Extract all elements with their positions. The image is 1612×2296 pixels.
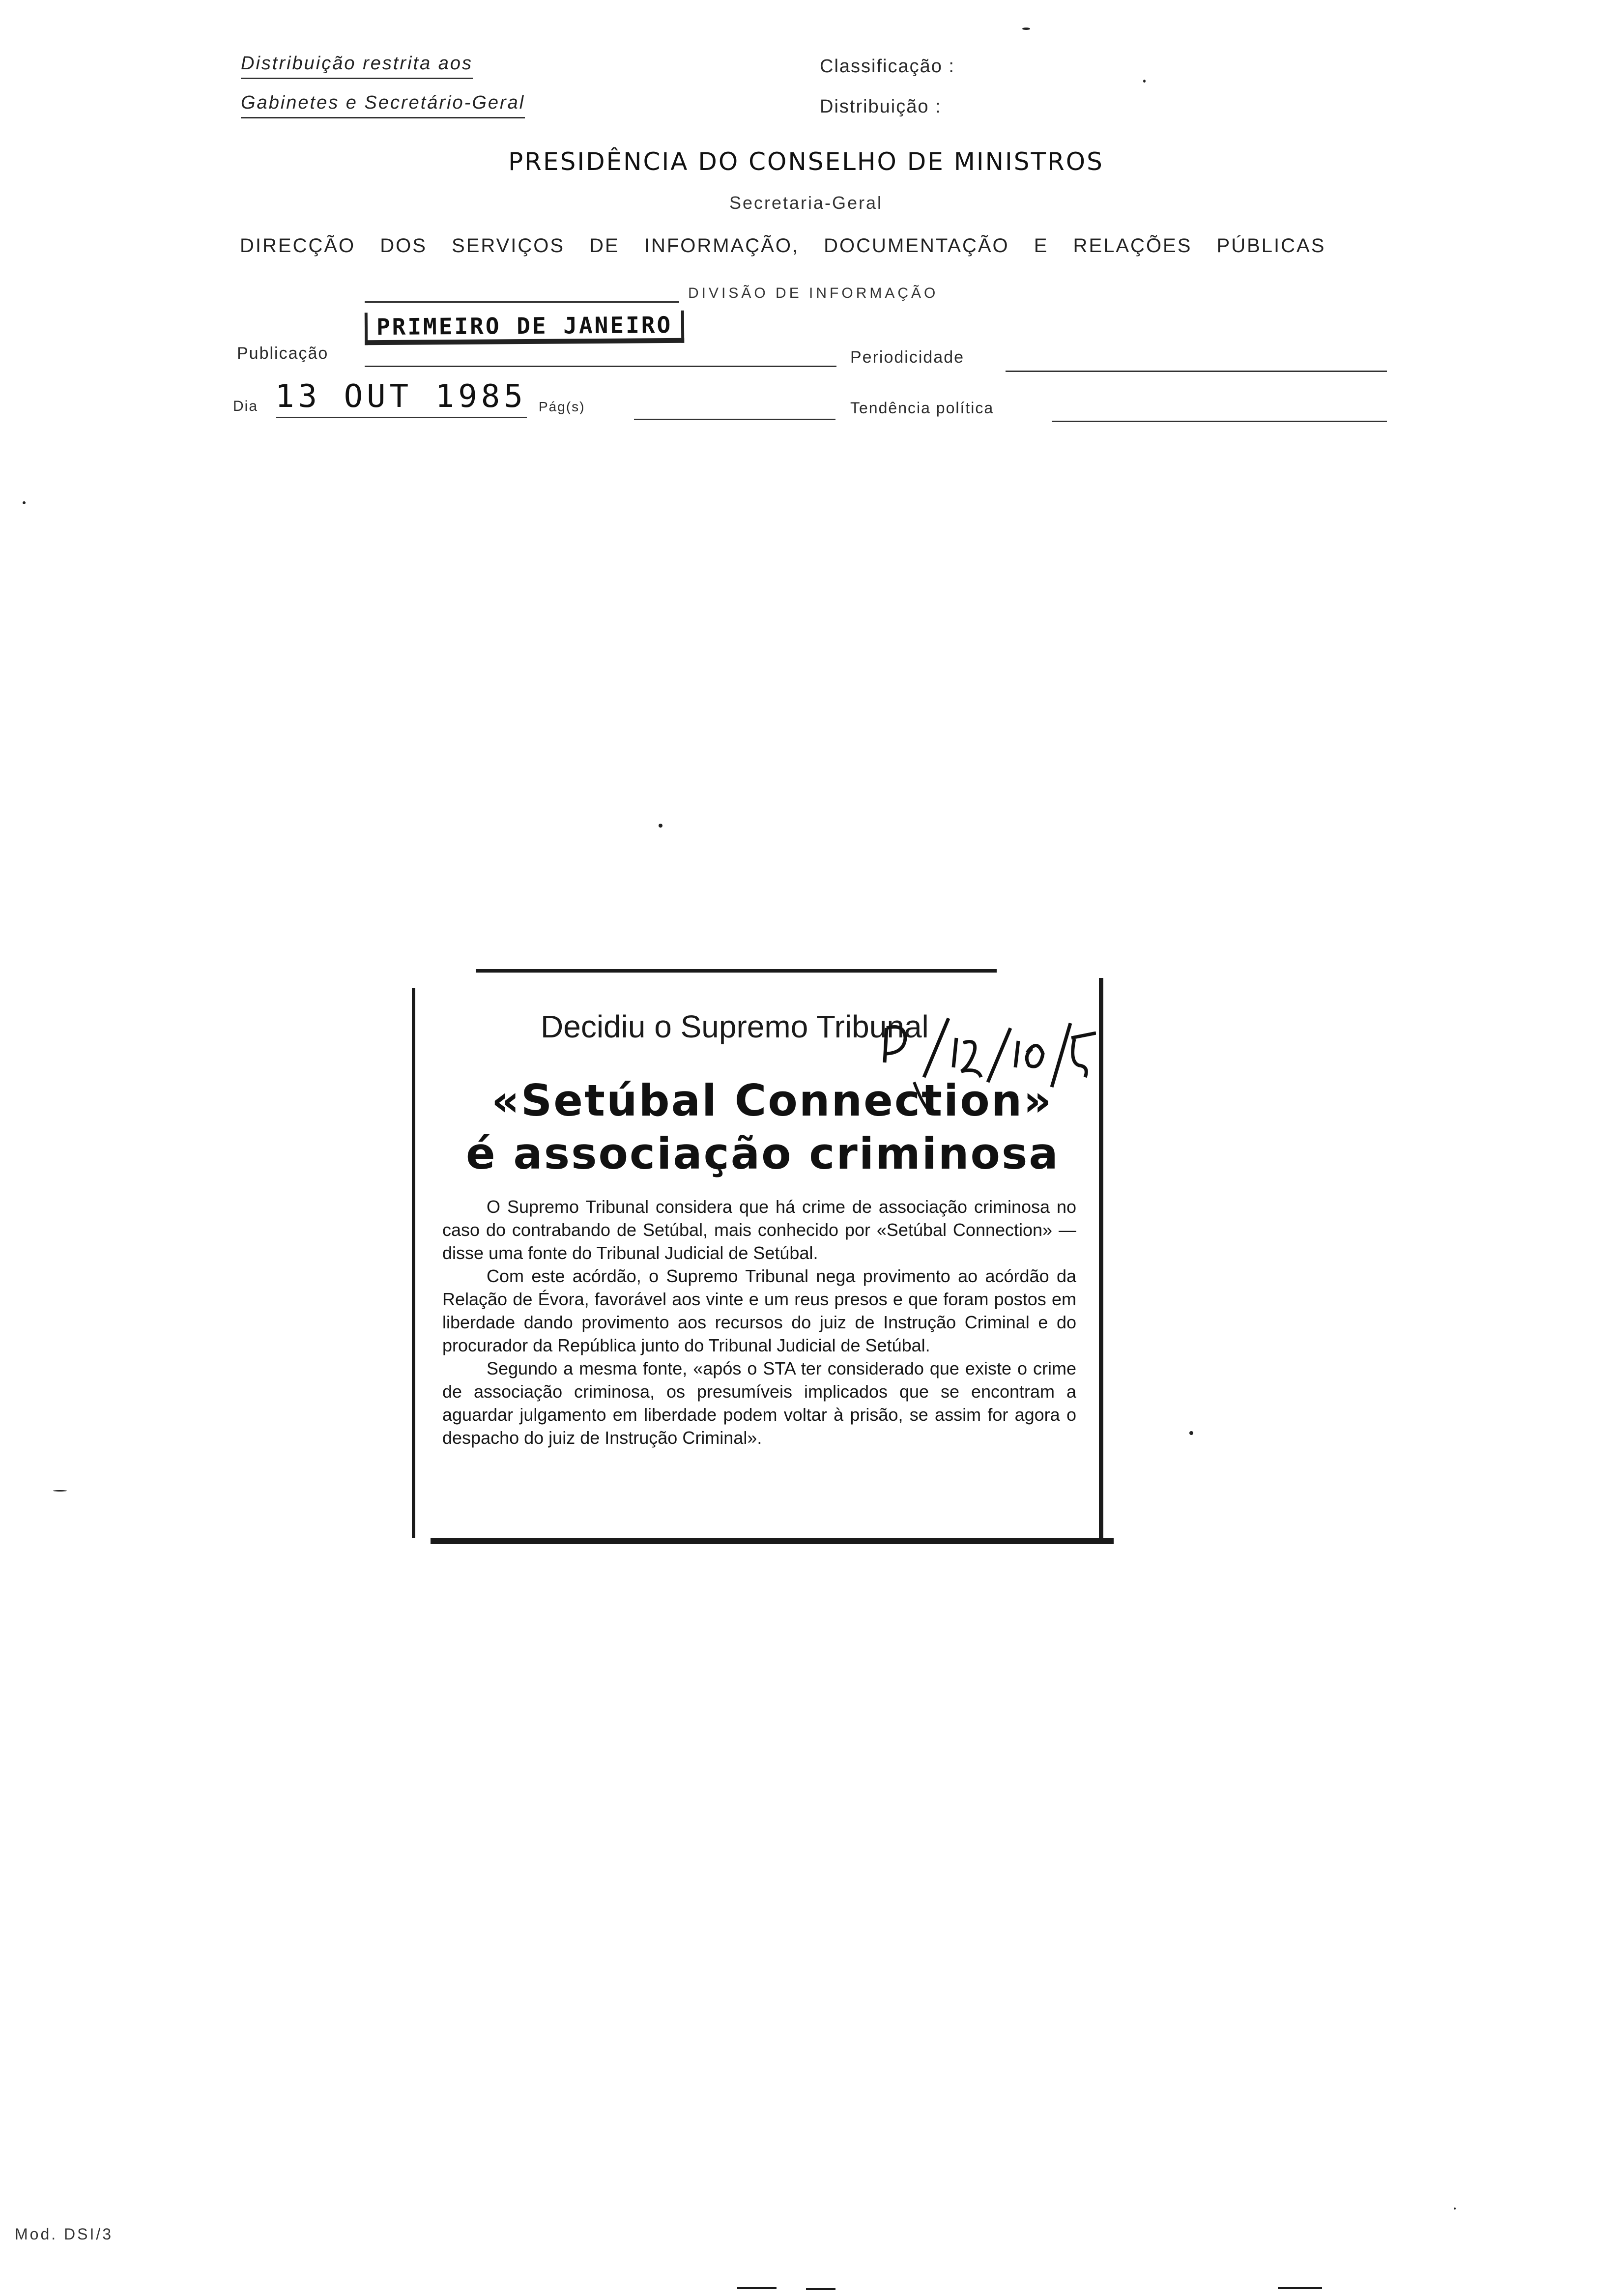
clipping-left-edge bbox=[412, 988, 415, 1538]
day-label: Dia bbox=[233, 398, 259, 414]
clipping-headline-line-1: «Setúbal Connection» bbox=[491, 1075, 1053, 1126]
classification-label: Classificação : bbox=[820, 56, 955, 77]
scan-speck bbox=[23, 501, 26, 504]
scan-speck bbox=[737, 2287, 777, 2289]
publication-rule bbox=[365, 366, 836, 367]
publication-label: Publicação bbox=[237, 344, 329, 363]
clipping-bottom-rule bbox=[431, 1538, 1114, 1544]
form-code: Mod. DSI/3 bbox=[15, 2225, 114, 2243]
directorate-title: DIRECÇÃO DOS SERVIÇOS DE INFORMAÇÃO, DOCUMENTAÇÃO E RELAÇÕES PÚBLICAS bbox=[240, 235, 1326, 257]
distribution-label: Distribuição : bbox=[820, 96, 942, 117]
clipping-paragraph: O Supremo Tribunal considera que há crime de associação criminosa no caso do contrabando de Setúbal, mais conhecido por «Setúbal Connection» — disse uma fonte do Tribunal Judicial de Setúbal. bbox=[442, 1197, 1076, 1263]
scan-speck bbox=[1278, 2287, 1322, 2289]
political-tendency-rule bbox=[1052, 421, 1387, 422]
scan-speck bbox=[1189, 1431, 1193, 1435]
distribution-restriction-line-1: Distribuição restrita aos bbox=[241, 53, 473, 74]
stamp-top-edge bbox=[365, 301, 679, 303]
clipping-paragraph: Segundo a mesma fonte, «após o STA ter considerado que existe o crime de associação criminosa, os presumíveis implicados que se encontram a aguardar julgamento em liberdade podem voltar à prisão, se assim for agora o despacho do juiz de Instrução Criminal». bbox=[442, 1358, 1076, 1448]
publication-stamp: PRIMEIRO DE JANEIRO bbox=[365, 311, 685, 345]
clipping-top-rule bbox=[476, 969, 997, 973]
scan-speck bbox=[1143, 80, 1146, 83]
scan-speck bbox=[806, 2288, 835, 2290]
pages-label: Pág(s) bbox=[539, 399, 585, 414]
periodicity-label: Periodicidade bbox=[850, 348, 965, 367]
clipping-body bbox=[442, 1195, 1076, 1449]
political-tendency-label: Tendência política bbox=[850, 399, 994, 417]
clipping-right-edge bbox=[1099, 978, 1103, 1543]
date-rule bbox=[276, 417, 527, 418]
distribution-restriction-line-2: Gabinetes e Secretário-Geral bbox=[241, 92, 525, 113]
scan-speck bbox=[53, 1490, 67, 1492]
clipping-kicker: Decidiu o Supremo Tribunal bbox=[541, 1009, 929, 1044]
pages-rule bbox=[634, 419, 835, 420]
date-stamp: 13 OUT 1985 bbox=[275, 378, 527, 415]
division-label: DIVISÃO DE INFORMAÇÃO bbox=[688, 285, 939, 301]
secretariat-subtitle: Secretaria-Geral bbox=[729, 193, 883, 213]
handwritten-annotation bbox=[865, 1008, 1096, 1131]
scan-speck bbox=[1022, 28, 1030, 30]
handwritten-annotation-drawing bbox=[865, 1008, 1096, 1131]
institution-title: PRESIDÊNCIA DO CONSELHO DE MINISTROS bbox=[508, 147, 1104, 176]
periodicity-rule bbox=[1006, 371, 1387, 372]
clipping-paragraph: Com este acórdão, o Supremo Tribunal nega provimento ao acórdão da Relação de Évora, favorável aos vinte e um reus presos e que foram postos em liberdade dando provimento aos recursos do juiz de Instrução Criminal e do procurador da República junto do Tribunal Judicial de Setúbal. bbox=[442, 1266, 1076, 1355]
clipping-headline-line-2: é associação criminosa bbox=[466, 1128, 1060, 1179]
scan-speck bbox=[659, 824, 662, 828]
scan-speck bbox=[1454, 2208, 1456, 2210]
